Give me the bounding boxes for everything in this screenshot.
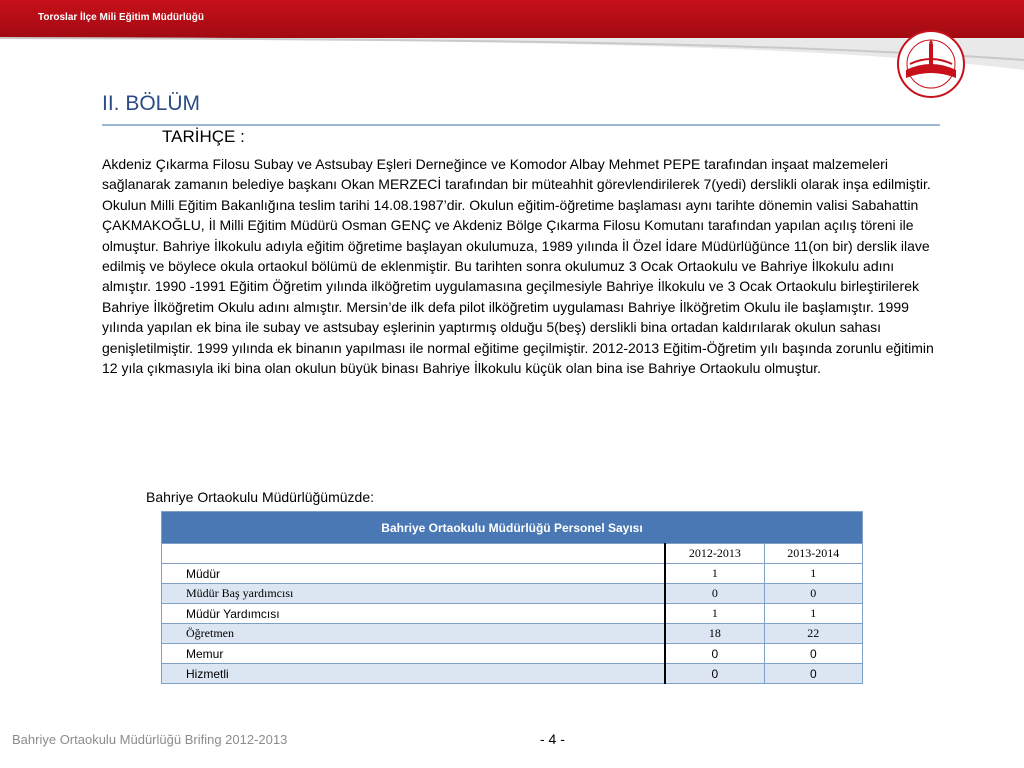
count-2012-2013: 0 <box>665 664 764 684</box>
table-row <box>162 564 863 584</box>
table-row <box>162 604 863 624</box>
count-2013-2014: 22 <box>764 624 862 644</box>
staff-role: Müdür Yardımcısı <box>162 604 666 624</box>
table-caption-row <box>162 512 863 544</box>
count-2012-2013: 0 <box>665 644 764 664</box>
table-caption: Bahriye Ortaokulu Müdürlüğü Personel Sayısı <box>162 512 863 544</box>
count-2012-2013: 18 <box>665 624 764 644</box>
table-row <box>162 664 863 684</box>
table-row <box>162 624 863 644</box>
section-title: II. BÖLÜM <box>102 92 201 115</box>
footer-text: Bahriye Ortaokulu Müdürlüğü Brifing 2012-2013 <box>12 732 288 747</box>
staff-role: Öğretmen <box>162 624 666 644</box>
table-header-row <box>162 544 863 564</box>
staff-role: Hizmetli <box>162 664 666 684</box>
title-divider <box>102 124 940 126</box>
column-header-2012-2013: 2012-2013 <box>665 544 764 564</box>
page-number: - 4 - <box>540 731 565 747</box>
staff-role: Müdür Baş yardımcısı <box>162 584 666 604</box>
staff-role: Müdür <box>162 564 666 584</box>
count-2013-2014: 0 <box>764 664 862 684</box>
history-paragraph: Akdeniz Çıkarma Filosu Subay ve Astsubay Eşleri Derneğince ve Komodor Albay Mehmet PEPE tarafından inşaat malzemeleri sağlanarak zamanın belediye başkanı Okan MERZECİ tarafından bir müteahhit görevlendirilerek 7(yedi) derslikli olarak inşa edilmiştir. Okulun Milli Eğitim Bakanlığına teslim tarihi 14.08.1987’dir. Okulun eğitim-öğretime başlaması aynı tarihte dönemin valisi Sabahattin ÇAKMAKOĞLU, İl Milli Eğitim Müdürü Osman GENÇ ve Akdeniz Bölge Çıkarma Filosu Komutanı tarafından yapılan açılış töreni ile olmuştur. Bahriye İlkokulu adıyla eğitim öğretime başlayan okulumuza, 1989 yılında İl Özel İdare Müdürlüğünce 11(on bir) derslik ilave edilmiş ve böylece okula ortaokul bölümü de eklenmiştir. Bu tarihten sonra okulumuz 3 Ocak Ortaokulu ve Bahriye İlkokulu adını almıştır. 1990 -1991 Eğitim Öğretim yılında ilköğretim uygulamasına geçilmesiyle Bahriye İlkokulu ve 3 Ocak Ortaokulu birleştirilerek Bahriye İlköğretim Okulu adını almıştır. Mersin’de ilk defa pilot ilköğretim uygulaması Bahriye İlköğretim Okulu ile başlamıştır. 1999 yılında yapılan ek bina ile subay ve astsubay eşlerinin yaptırmış olduğu 5(beş) derslikli bina ortadan kaldırılarak okulun sahası genişletilmiştir. 1999 yılında ek binanın yapılması ile normal eğitime geçilmiştir. 2012-2013 Eğitim-Öğretim yılı başında zorunlu eğitimin 12 yıla çıkmasıyla iki bina olan okulun büyük binası Bahriye İlkokulu küçük olan bina ise Bahriye Ortaokulu olmuştur. <box>102 156 934 377</box>
column-header-name <box>162 544 666 564</box>
table-intro: Bahriye Ortaokulu Müdürlüğümüzde: <box>146 489 375 505</box>
count-2013-2014: 1 <box>764 604 862 624</box>
ministry-logo-icon <box>876 28 986 103</box>
table-row <box>162 584 863 604</box>
count-2012-2013: 1 <box>665 604 764 624</box>
count-2013-2014: 1 <box>764 564 862 584</box>
staff-table <box>161 511 863 684</box>
section-subtitle: TARİHÇE : <box>162 127 245 146</box>
staff-role: Memur <box>162 644 666 664</box>
column-header-2013-2014: 2013-2014 <box>764 544 862 564</box>
count-2012-2013: 0 <box>665 584 764 604</box>
count-2013-2014: 0 <box>764 584 862 604</box>
count-2013-2014: 0 <box>764 644 862 664</box>
header-title: Toroslar İlçe Mili Eğitim Müdürlüğü <box>38 12 204 23</box>
count-2012-2013: 1 <box>665 564 764 584</box>
table-row <box>162 644 863 664</box>
header-swoosh <box>0 30 1024 80</box>
